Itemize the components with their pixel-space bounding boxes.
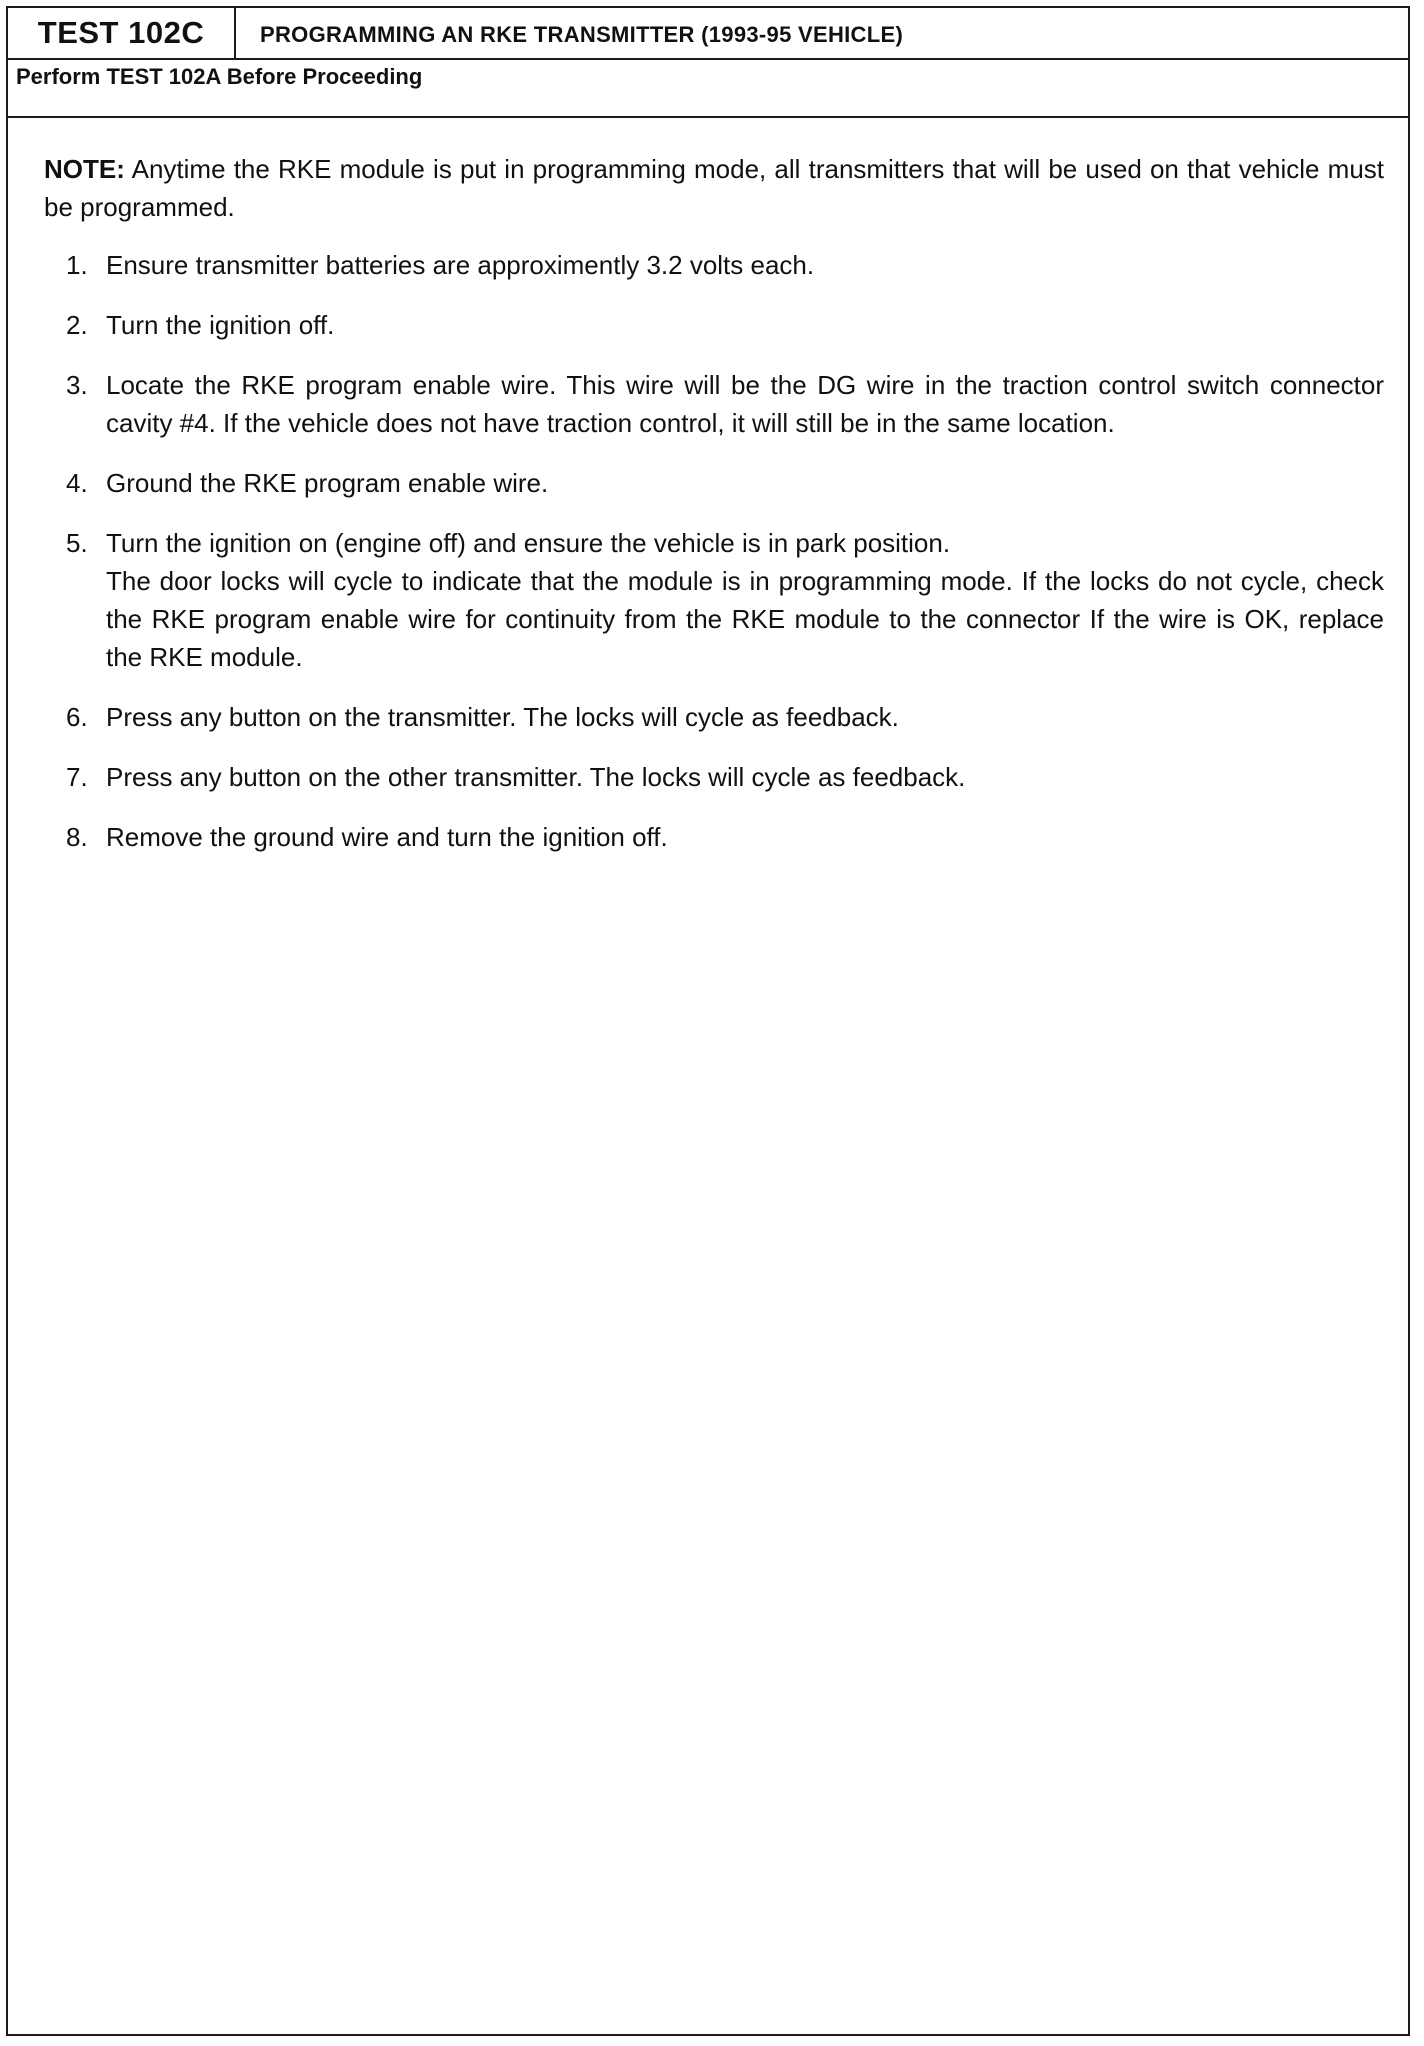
step-item bbox=[44, 698, 1384, 736]
step-item bbox=[44, 758, 1384, 796]
step-text: Turn the ignition on (engine off) and ensure the vehicle is in park position. bbox=[106, 528, 951, 558]
step-number: 6. bbox=[66, 702, 88, 732]
test-title: PROGRAMMING AN RKE TRANSMITTER (1993-95 VEHICLE) bbox=[260, 22, 904, 47]
step-subtext: The door locks will cycle to indicate that the module is in programming mode. If the locks do not cycle, check the RKE program enable wire for continuity from the RKE module to the connector If the wire is OK, replace the RKE module. bbox=[106, 566, 1384, 672]
step-number: 5. bbox=[66, 528, 88, 558]
step-text: Press any button on the transmitter. The locks will cycle as feedback. bbox=[106, 702, 899, 732]
test-header bbox=[8, 8, 1408, 60]
note-text: Anytime the RKE module is put in programming mode, all transmitters that will be used on that vehicle must be programmed. bbox=[44, 154, 1384, 222]
step-text: Ground the RKE program enable wire. bbox=[106, 468, 549, 498]
step-item bbox=[44, 306, 1384, 344]
step-number: 8. bbox=[66, 822, 88, 852]
step-text: Turn the ignition off. bbox=[106, 310, 335, 340]
procedure-content bbox=[44, 150, 1384, 878]
step-text: Press any button on the other transmitter. The locks will cycle as feedback. bbox=[106, 762, 966, 792]
step-number: 4. bbox=[66, 468, 88, 498]
step-number: 2. bbox=[66, 310, 88, 340]
note-label: NOTE: bbox=[44, 154, 125, 184]
step-number: 3. bbox=[66, 370, 88, 400]
note-paragraph bbox=[44, 150, 1384, 226]
test-sheet bbox=[6, 6, 1410, 2036]
step-item bbox=[44, 366, 1384, 442]
step-number: 7. bbox=[66, 762, 88, 792]
prerequisite-text: Perform TEST 102A Before Proceeding bbox=[16, 64, 423, 89]
step-item bbox=[44, 464, 1384, 502]
prerequisite-row bbox=[8, 60, 1408, 118]
step-list bbox=[44, 246, 1384, 856]
test-id: TEST 102C bbox=[8, 8, 236, 58]
step-item bbox=[44, 818, 1384, 856]
step-text: Remove the ground wire and turn the ignition off. bbox=[106, 822, 668, 852]
step-item bbox=[44, 524, 1384, 676]
step-text: Locate the RKE program enable wire. This wire will be the DG wire in the traction control switch connector cavity #4. If the vehicle does not have traction control, it will still be in the same location. bbox=[106, 370, 1384, 438]
step-text: Ensure transmitter batteries are approximently 3.2 volts each. bbox=[106, 250, 815, 280]
step-number: 1. bbox=[66, 250, 88, 280]
step-item bbox=[44, 246, 1384, 284]
